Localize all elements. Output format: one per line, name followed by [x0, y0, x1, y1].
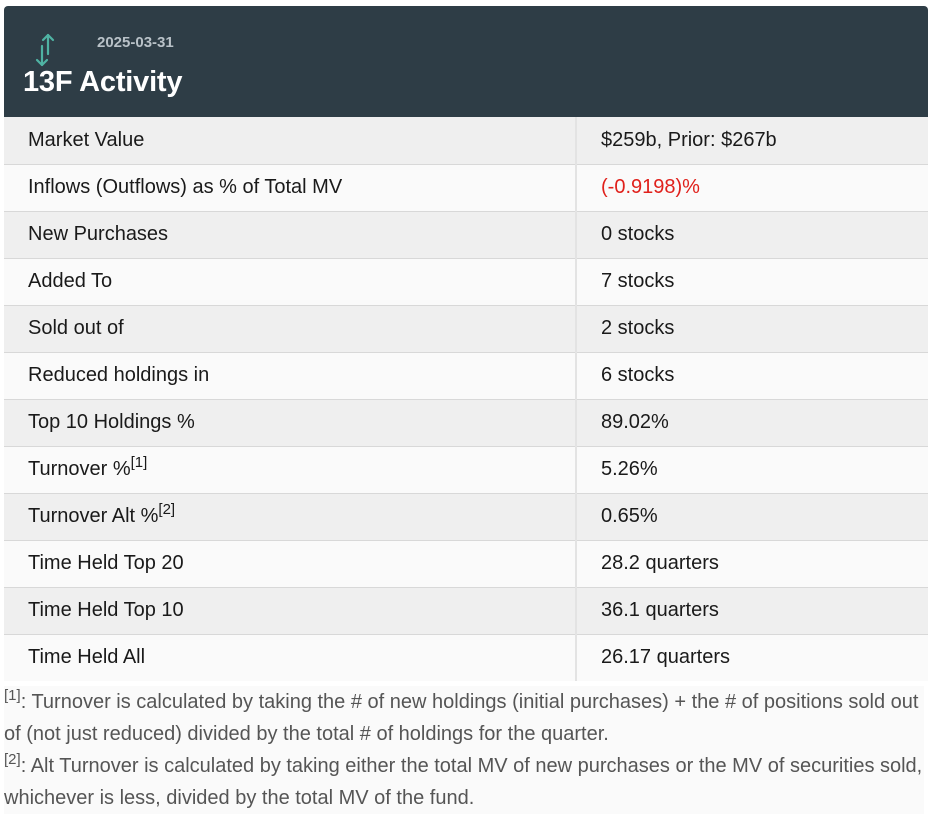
- row-label: Market Value: [4, 117, 576, 164]
- row-value: 2 stocks: [576, 305, 928, 352]
- row-value: 5.26%: [576, 446, 928, 493]
- up-down-arrows-icon: [32, 32, 58, 68]
- row-value: 26.17 quarters: [576, 634, 928, 681]
- row-value: 28.2 quarters: [576, 540, 928, 587]
- table-row: [4, 493, 928, 540]
- footnote-text: : Turnover is calculated by taking the # of new holdings (initial purchases) + the # of positions sold out of (not just reduced) divided by the total # of holdings for the quarter.: [4, 691, 919, 745]
- row-value: 89.02%: [576, 399, 928, 446]
- card-header: [4, 6, 928, 117]
- row-label: Added To: [4, 258, 576, 305]
- table-row: [4, 211, 928, 258]
- row-label: Top 10 Holdings %: [4, 399, 576, 446]
- table-row: [4, 258, 928, 305]
- footnote-ref[interactable]: [1]: [130, 454, 148, 471]
- row-value: $259b, Prior: $267b: [576, 117, 928, 164]
- row-label: Time Held Top 20: [4, 540, 576, 587]
- row-label: Inflows (Outflows) as % of Total MV: [4, 164, 576, 211]
- table-row: [4, 164, 928, 211]
- row-label: Turnover Alt %[2]: [4, 493, 576, 540]
- table-row: [4, 446, 928, 493]
- row-label: Sold out of: [4, 305, 576, 352]
- row-label: Time Held All: [4, 634, 576, 681]
- table-row: [4, 634, 928, 681]
- row-label: Turnover %[1]: [4, 446, 576, 493]
- row-label: Time Held Top 10: [4, 587, 576, 634]
- row-value-negative: (-0.9198)%: [576, 164, 928, 211]
- footnote-1: [4, 686, 924, 750]
- footnote-marker: [2]: [4, 751, 21, 768]
- footnote-marker: [1]: [4, 687, 21, 704]
- row-value: 36.1 quarters: [576, 587, 928, 634]
- table-row: [4, 540, 928, 587]
- table-row: [4, 352, 928, 399]
- report-date: 2025-03-31: [97, 34, 174, 51]
- table-row: [4, 587, 928, 634]
- row-value: 6 stocks: [576, 352, 928, 399]
- activity-table: [4, 117, 928, 681]
- card-title: 13F Activity: [23, 66, 183, 98]
- footnote-text: : Alt Turnover is calculated by taking either the total MV of new purchases or the MV of securities sold, whichever is less, divided by the total MV of the fund.: [4, 755, 923, 809]
- table-row: [4, 117, 928, 164]
- row-label: New Purchases: [4, 211, 576, 258]
- activity-card: [4, 6, 928, 681]
- row-value: 7 stocks: [576, 258, 928, 305]
- footnote-ref[interactable]: [2]: [158, 501, 176, 518]
- footnote-2: [4, 750, 924, 814]
- row-value: 0 stocks: [576, 211, 928, 258]
- row-label: Reduced holdings in: [4, 352, 576, 399]
- table-row: [4, 399, 928, 446]
- table-row: [4, 305, 928, 352]
- row-value: 0.65%: [576, 493, 928, 540]
- footnotes: [4, 686, 924, 814]
